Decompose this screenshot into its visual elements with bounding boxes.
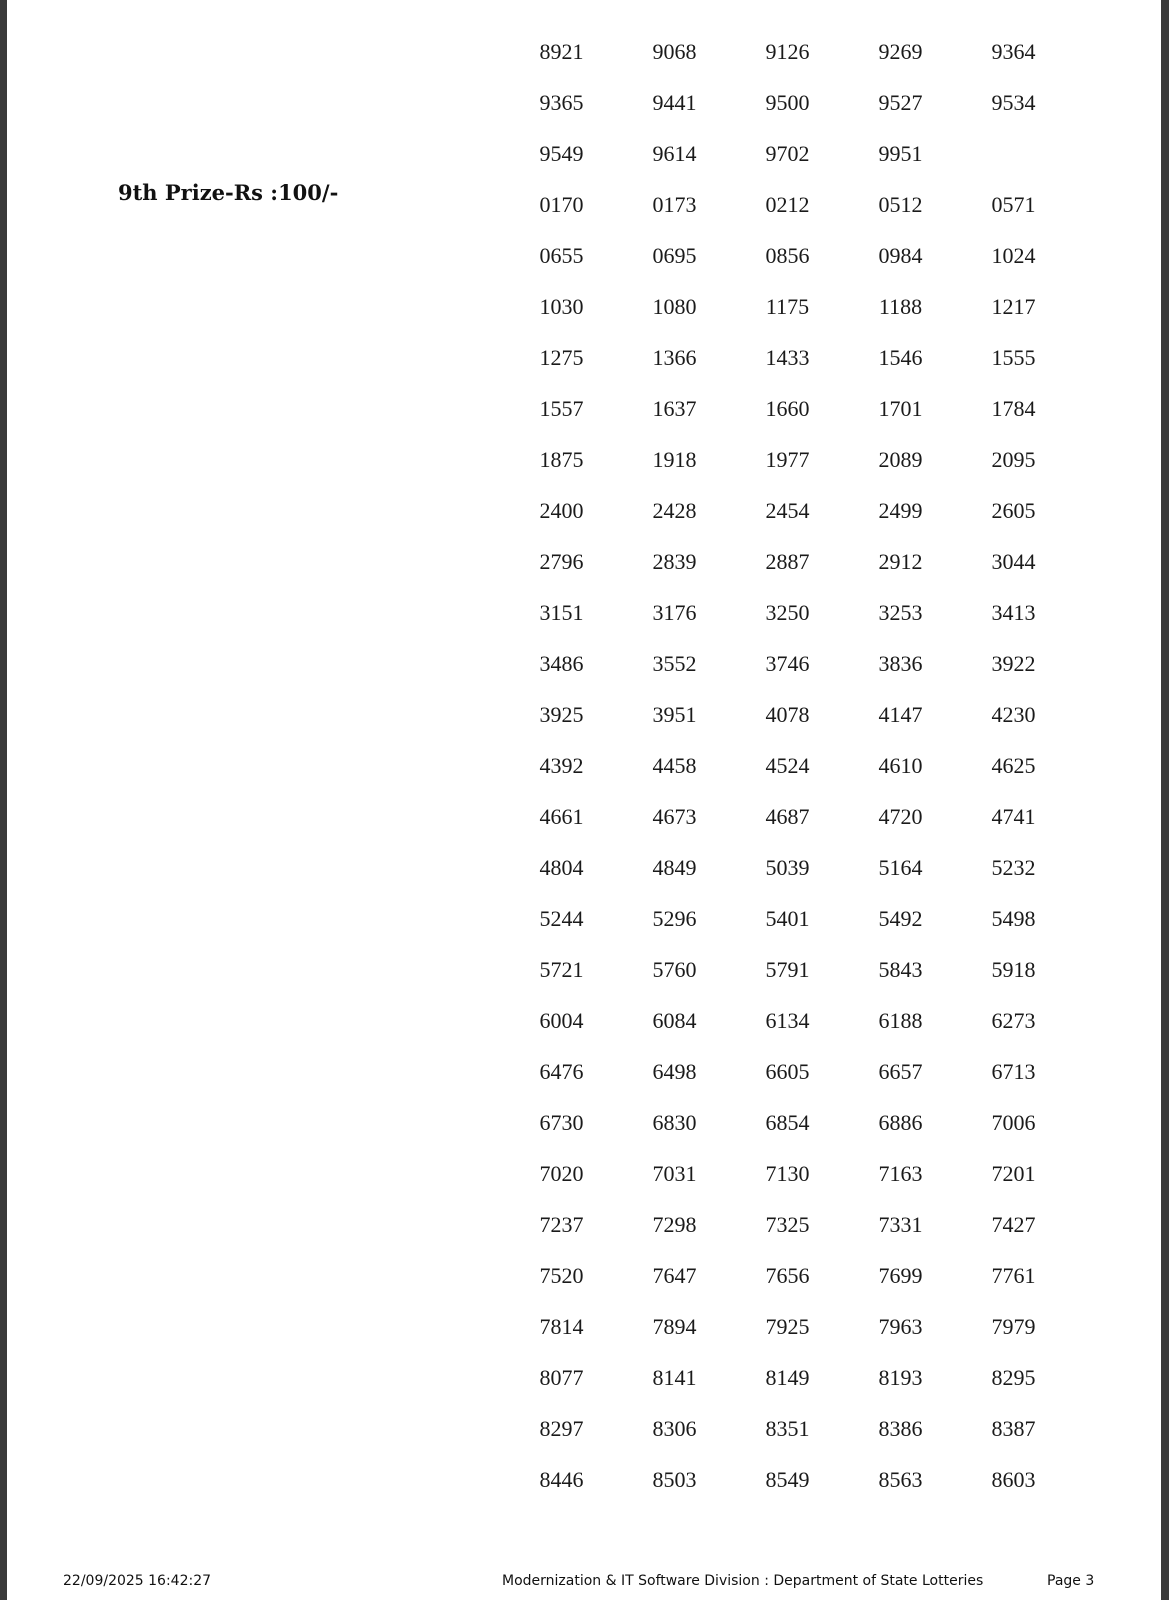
ticket-number: 4147 [878,701,923,727]
ticket-number: 1030 [539,293,584,319]
ticket-number: 7031 [652,1160,697,1186]
ticket-number: 6657 [878,1058,923,1084]
ticket-number: 1433 [765,344,810,370]
ticket-number: 8306 [652,1415,697,1441]
ticket-number: 7331 [878,1211,923,1237]
ticket-number: 7237 [539,1211,584,1237]
ticket-number: 7298 [652,1211,697,1237]
ticket-number: 9365 [539,89,584,115]
ticket-number: 6830 [652,1109,697,1135]
ticket-number: 7006 [991,1109,1036,1135]
ticket-number: 6605 [765,1058,810,1084]
page-edge-left [0,0,7,1600]
ticket-number: 5401 [765,905,810,931]
number-row [505,332,1065,383]
ticket-number: 1875 [539,446,584,472]
ticket-number: 1217 [991,293,1036,319]
ticket-number: 0512 [878,191,923,217]
ticket-number: 4687 [765,803,810,829]
ticket-number: 2089 [878,446,923,472]
ticket-number: 9500 [765,89,810,115]
ticket-number: 5843 [878,956,923,982]
number-row [505,1097,1065,1148]
ticket-number: 3925 [539,701,584,727]
number-row [505,791,1065,842]
number-row [505,536,1065,587]
ticket-number: 8297 [539,1415,584,1441]
ticket-number: 0212 [765,191,810,217]
ticket-number: 2499 [878,497,923,523]
number-row [505,230,1065,281]
ticket-number: 2839 [652,548,697,574]
ticket-number: 3044 [991,548,1036,574]
ticket-number: 4849 [652,854,697,880]
number-row [505,1250,1065,1301]
number-row [505,26,1065,77]
ticket-number: 2095 [991,446,1036,472]
ticket-number: 8446 [539,1466,584,1492]
ticket-number: 4458 [652,752,697,778]
winning-numbers-grid [505,26,1065,1505]
ticket-number: 3413 [991,599,1036,625]
ticket-number: 2887 [765,548,810,574]
ticket-number: 6273 [991,1007,1036,1033]
ticket-number: 1555 [991,344,1036,370]
ticket-number: 3486 [539,650,584,676]
ticket-number: 8351 [765,1415,810,1441]
ticket-number: 3250 [765,599,810,625]
ticket-number: 0695 [652,242,697,268]
ticket-number: 3253 [878,599,923,625]
number-row [505,383,1065,434]
ticket-number: 7647 [652,1262,697,1288]
number-row [505,587,1065,638]
ticket-number: 9702 [765,140,810,166]
ticket-number: 5760 [652,956,697,982]
ticket-number: 6713 [991,1058,1036,1084]
number-row [505,1148,1065,1199]
ticket-number: 3552 [652,650,697,676]
ticket-number: 9614 [652,140,697,166]
number-row [505,740,1065,791]
ticket-number: 8387 [991,1415,1036,1441]
ticket-number: 5498 [991,905,1036,931]
ticket-number: 6476 [539,1058,584,1084]
ticket-number: 7427 [991,1211,1036,1237]
ticket-number: 5232 [991,854,1036,880]
page-edge-right [1161,0,1169,1600]
ticket-number: 1546 [878,344,923,370]
ticket-number: 6188 [878,1007,923,1033]
ticket-number: 2454 [765,497,810,523]
ticket-number: 6854 [765,1109,810,1135]
ticket-number: 8077 [539,1364,584,1390]
ticket-number: 6498 [652,1058,697,1084]
ticket-number: 3151 [539,599,584,625]
ticket-number: 2912 [878,548,923,574]
ticket-number: 7925 [765,1313,810,1339]
ticket-number: 8386 [878,1415,923,1441]
ticket-number: 7761 [991,1262,1036,1288]
ticket-number: 1175 [765,293,810,319]
ticket-number: 9441 [652,89,697,115]
ticket-number: 9126 [765,38,810,64]
ticket-number: 2605 [991,497,1036,523]
ticket-number: 9364 [991,38,1036,64]
ticket-number: 1366 [652,344,697,370]
ticket-number: 1188 [878,293,923,319]
footer-division: Modernization & IT Software Division : Department of State Lotteries [502,1573,984,1589]
number-row [505,77,1065,128]
number-row [505,434,1065,485]
footer-timestamp: 22/09/2025 16:42:27 [63,1573,212,1589]
ticket-number: 1701 [878,395,923,421]
ticket-number: 8603 [991,1466,1036,1492]
number-row [505,842,1065,893]
ticket-number: 4392 [539,752,584,778]
ticket-number: 7520 [539,1262,584,1288]
ticket-number: 7963 [878,1313,923,1339]
number-row [505,1301,1065,1352]
ticket-number: 2428 [652,497,697,523]
ticket-number: 7130 [765,1160,810,1186]
ticket-number: 7699 [878,1262,923,1288]
ticket-number: 8295 [991,1364,1036,1390]
ticket-number: 2796 [539,548,584,574]
ticket-number: 4610 [878,752,923,778]
ticket-number: 5296 [652,905,697,931]
ticket-number: 8563 [878,1466,923,1492]
ticket-number: 6134 [765,1007,810,1033]
ticket-number: 9951 [878,140,923,166]
ticket-number: 7201 [991,1160,1036,1186]
ticket-number: 1024 [991,242,1036,268]
ticket-number: 3951 [652,701,697,727]
ticket-number: 7325 [765,1211,810,1237]
ticket-number: 5244 [539,905,584,931]
ticket-number: 4524 [765,752,810,778]
page-footer [0,1573,1169,1595]
ticket-number: 4661 [539,803,584,829]
ticket-number: 5721 [539,956,584,982]
number-row [505,995,1065,1046]
ticket-number: 3836 [878,650,923,676]
ticket-number: 7163 [878,1160,923,1186]
ticket-number: 7979 [991,1313,1036,1339]
ticket-number: 5918 [991,956,1036,982]
ticket-number: 8149 [765,1364,810,1390]
ticket-number: 4625 [991,752,1036,778]
ticket-number: 0571 [991,191,1036,217]
ticket-number: 9527 [878,89,923,115]
ticket-number: 0984 [878,242,923,268]
ticket-number: 9068 [652,38,697,64]
ticket-number: 0173 [652,191,697,217]
prize-label: 9th Prize-Rs :100/- [118,180,339,205]
number-row [505,1352,1065,1403]
number-row [505,893,1065,944]
number-row [505,944,1065,995]
ticket-number: 3922 [991,650,1036,676]
number-row [505,689,1065,740]
footer-page-number: Page 3 [1047,1573,1095,1589]
number-row [505,1199,1065,1250]
ticket-number: 7814 [539,1313,584,1339]
ticket-number: 6004 [539,1007,584,1033]
ticket-number: 5164 [878,854,923,880]
ticket-number: 4720 [878,803,923,829]
ticket-number: 9549 [539,140,584,166]
ticket-number: 8141 [652,1364,697,1390]
ticket-number: 7656 [765,1262,810,1288]
number-row [505,485,1065,536]
ticket-number: 1784 [991,395,1036,421]
ticket-number: 7020 [539,1160,584,1186]
ticket-number: 5039 [765,854,810,880]
ticket-number: 1275 [539,344,584,370]
ticket-number: 2400 [539,497,584,523]
number-row [505,281,1065,332]
number-row [505,1454,1065,1505]
ticket-number: 5492 [878,905,923,931]
ticket-number: 1918 [652,446,697,472]
ticket-number: 1637 [652,395,697,421]
ticket-number: 4230 [991,701,1036,727]
ticket-number: 3746 [765,650,810,676]
ticket-number: 6886 [878,1109,923,1135]
ticket-number: 1080 [652,293,697,319]
number-row [505,1403,1065,1454]
number-row [505,179,1065,230]
ticket-number: 8549 [765,1466,810,1492]
ticket-number: 1557 [539,395,584,421]
ticket-number: 4078 [765,701,810,727]
ticket-number: 4804 [539,854,584,880]
number-row [505,1046,1065,1097]
ticket-number: 3176 [652,599,697,625]
ticket-number: 0655 [539,242,584,268]
ticket-number: 0170 [539,191,584,217]
ticket-number: 7894 [652,1313,697,1339]
ticket-number: 9534 [991,89,1036,115]
ticket-number: 6730 [539,1109,584,1135]
number-row [505,128,1065,179]
ticket-number: 0856 [765,242,810,268]
ticket-number: 8921 [539,38,584,64]
ticket-number: 5791 [765,956,810,982]
ticket-number: 6084 [652,1007,697,1033]
ticket-number: 8503 [652,1466,697,1492]
ticket-number: 4741 [991,803,1036,829]
ticket-number: 1977 [765,446,810,472]
ticket-number: 9269 [878,38,923,64]
number-row [505,638,1065,689]
ticket-number: 8193 [878,1364,923,1390]
ticket-number: 4673 [652,803,697,829]
ticket-number: 1660 [765,395,810,421]
